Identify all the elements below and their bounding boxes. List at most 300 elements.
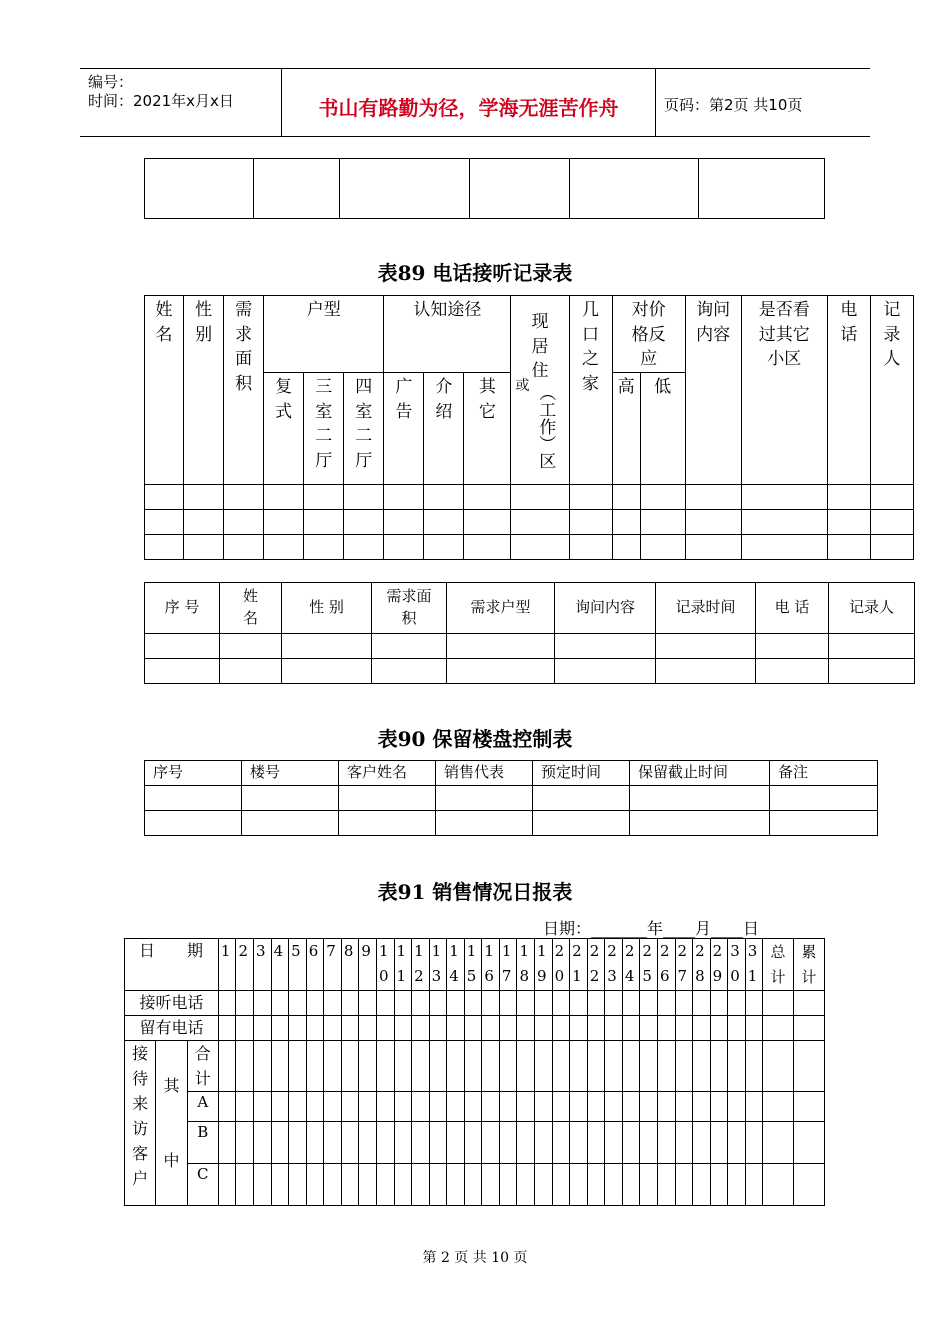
table-cell [324, 991, 342, 1016]
col-residence: 现居住 [531, 312, 549, 382]
table-cell [657, 1092, 675, 1122]
table-cell [447, 1092, 465, 1122]
table-cell [429, 1164, 447, 1206]
table-cell [517, 991, 535, 1016]
table-cell [675, 1164, 693, 1206]
kept-calls-label: 留有电话 [125, 1016, 219, 1041]
table-cell [535, 1016, 553, 1041]
table-cell [236, 1092, 254, 1122]
table-cell [376, 991, 394, 1016]
day-digit: 1 [484, 942, 494, 960]
day-header [587, 939, 605, 991]
col-high: 高 [612, 372, 640, 484]
day-digit: 1 [378, 942, 389, 960]
table-cell [289, 1016, 307, 1041]
table-cell [675, 1092, 693, 1122]
table-cell [587, 1041, 605, 1092]
col-header: 销售代表 [436, 761, 533, 786]
day-digit: 4 [273, 942, 284, 960]
table-cell [254, 1122, 272, 1164]
table90-title: 表90 保留楼盘控制表 [377, 727, 573, 751]
day-header [710, 939, 728, 991]
table-cell [535, 991, 553, 1016]
table-cell [517, 1041, 535, 1092]
table-cell [359, 1164, 377, 1206]
table-cell [394, 991, 412, 1016]
day-digit: 1 [220, 942, 231, 960]
table-cell [710, 1122, 728, 1164]
table-cell [693, 1041, 711, 1092]
table-cell [412, 1041, 430, 1092]
table-cell [517, 1092, 535, 1122]
day-digit: 5 [642, 967, 652, 985]
table-cell [657, 1122, 675, 1164]
table89b [144, 582, 915, 684]
day-digit: 3 [607, 967, 617, 985]
table-cell [728, 1164, 746, 1206]
table-cell [622, 1041, 640, 1092]
day-digit: 9 [361, 942, 371, 960]
table-cell [675, 1122, 693, 1164]
day-header [728, 939, 746, 991]
col-header: 询问内容 [555, 583, 656, 634]
table-cell [657, 1041, 675, 1092]
table-cell [605, 1164, 623, 1206]
table-cell [622, 1016, 640, 1041]
table-cell [482, 1092, 500, 1122]
table-cell [535, 1092, 553, 1122]
table-cell [429, 1092, 447, 1122]
table-cell [376, 1041, 394, 1092]
table-cell [341, 1164, 359, 1206]
table-cell [218, 1122, 236, 1164]
table-cell [324, 1041, 342, 1092]
col-residence-work: （工作）区 [535, 383, 556, 469]
table-cell [587, 1092, 605, 1122]
day-header [359, 939, 377, 991]
table-cell [745, 1016, 763, 1041]
col-name: 姓名 [155, 300, 173, 345]
table-cell [675, 1016, 693, 1041]
col-other: 其它 [478, 376, 496, 422]
table-cell [341, 1122, 359, 1164]
table-cell [394, 1164, 412, 1206]
day-header [535, 939, 553, 991]
among-char: 其 [163, 1076, 180, 1095]
col-inquiry: 询问内容 [696, 300, 731, 345]
day-digit: 7 [326, 942, 336, 960]
col-header: 备注 [770, 761, 878, 786]
day-digit [238, 964, 253, 989]
table-cell [710, 1164, 728, 1206]
table-cell [535, 1041, 553, 1092]
day-digit: 1 [466, 942, 477, 960]
day-digit: 2 [642, 942, 652, 960]
table-cell [324, 1164, 342, 1206]
table-cell [763, 1016, 793, 1041]
col-gender: 性别 [195, 300, 213, 345]
day-digit: 1 [519, 942, 530, 960]
table-cell [728, 1122, 746, 1164]
table-cell [657, 1016, 675, 1041]
table-cell [254, 1041, 272, 1092]
col-header: 记录时间 [656, 583, 756, 634]
day-digit: 1 [396, 942, 407, 960]
table-cell [587, 991, 605, 1016]
page-indicator: 页码：第2页 共10页 [664, 96, 803, 114]
day-header [622, 939, 640, 991]
day-digit: 4 [449, 967, 459, 985]
table-cell [728, 1092, 746, 1122]
table-cell [699, 159, 825, 219]
day-digit: 2 [695, 942, 705, 960]
table-cell [482, 1041, 500, 1092]
table-cell [605, 991, 623, 1016]
table-cell [271, 1164, 289, 1206]
col-family: 几口之家 [582, 300, 600, 394]
table-cell [763, 1122, 793, 1164]
day-digit: 2 [589, 942, 600, 960]
table-cell [447, 1122, 465, 1164]
col-duplex: 复式 [275, 376, 293, 422]
table-cell [552, 1164, 570, 1206]
category-c-label: C [187, 1164, 218, 1206]
day-header [499, 939, 517, 991]
col-ad: 广告 [395, 376, 413, 422]
table-row [145, 634, 915, 659]
table90 [144, 760, 878, 836]
table-cell [763, 1164, 793, 1206]
col-header: 需求面积 [386, 587, 432, 627]
table-cell [745, 1041, 763, 1092]
col-header: 序号 [145, 761, 242, 786]
day-digit: 3 [256, 942, 266, 960]
table-cell [552, 1092, 570, 1122]
subtotal-label [187, 1041, 218, 1092]
total-label: 总计 [770, 942, 786, 986]
col-recorder: 记录人 [883, 300, 901, 370]
among-spacer [156, 1098, 186, 1148]
table-cell [464, 1122, 482, 1164]
day-digit: 1 [396, 967, 407, 985]
table-cell [605, 1016, 623, 1041]
day-header [289, 939, 307, 991]
table-cell [622, 1092, 640, 1122]
table-cell [429, 1122, 447, 1164]
day-header [482, 939, 500, 991]
table-cell [622, 991, 640, 1016]
table-cell [763, 1092, 793, 1122]
table-cell [429, 1041, 447, 1092]
table-cell [324, 1092, 342, 1122]
table-cell [376, 1092, 394, 1122]
table-cell [289, 1041, 307, 1092]
table-cell [218, 1092, 236, 1122]
table-cell [394, 1041, 412, 1092]
table-cell [482, 1016, 500, 1041]
col-header: 需求户型 [447, 583, 555, 634]
table-cell [359, 1016, 377, 1041]
day-digit [326, 964, 341, 989]
table-cell [793, 1041, 824, 1092]
table-cell [693, 1016, 711, 1041]
table-cell [236, 991, 254, 1016]
table-cell [552, 991, 570, 1016]
table-row [145, 659, 915, 684]
day-digit: 2 [414, 967, 424, 985]
table-cell [793, 991, 824, 1016]
col-phone: 电话 [840, 300, 858, 345]
table-cell [570, 1041, 588, 1092]
table-cell [359, 1092, 377, 1122]
table-row [145, 484, 914, 509]
day-digit: 3 [431, 967, 442, 985]
table-cell [271, 1041, 289, 1092]
day-digit: 6 [659, 967, 670, 985]
day-header [552, 939, 570, 991]
table-cell [254, 1016, 272, 1041]
day-digit: 8 [695, 967, 705, 985]
day-header [570, 939, 588, 991]
table91 [124, 938, 825, 1206]
table-cell [482, 991, 500, 1016]
day-header [429, 939, 447, 991]
day-header [657, 939, 675, 991]
table-cell [570, 991, 588, 1016]
day-digit [361, 964, 376, 989]
cumulative-label: 累计 [801, 942, 817, 986]
table-cell [605, 1041, 623, 1092]
day-header [271, 939, 289, 991]
table-cell [793, 1016, 824, 1041]
day-digit [274, 964, 289, 989]
table-cell [763, 1041, 793, 1092]
table-cell [236, 1122, 254, 1164]
day-digit: 1 [449, 942, 459, 960]
table-cell [552, 1122, 570, 1164]
day-digit: 1 [747, 967, 758, 985]
table-cell [394, 1122, 412, 1164]
continued-table [144, 158, 825, 219]
table-cell [570, 159, 699, 219]
table-cell [464, 991, 482, 1016]
table-cell [218, 991, 236, 1016]
table-cell [499, 1016, 517, 1041]
table-cell [289, 1164, 307, 1206]
table-cell [657, 1164, 675, 1206]
table-cell [470, 159, 570, 219]
table-cell [394, 1092, 412, 1122]
day-header [254, 939, 272, 991]
col-channel: 认知途径 [384, 296, 511, 373]
among-char: 中 [163, 1151, 180, 1170]
table-cell [429, 1016, 447, 1041]
table-cell [570, 1164, 588, 1206]
header-top-rule [80, 68, 870, 69]
table-cell [341, 1016, 359, 1041]
table-cell [693, 1122, 711, 1164]
table-cell [306, 991, 324, 1016]
table-cell [341, 991, 359, 1016]
visitors-label [125, 1041, 156, 1206]
table-cell [271, 1016, 289, 1041]
table-cell [236, 1016, 254, 1041]
table-cell [341, 1092, 359, 1122]
table-cell [218, 1164, 236, 1206]
day-digit: 5 [466, 967, 477, 985]
table-cell [710, 1041, 728, 1092]
table-cell [254, 159, 340, 219]
category-a-label: A [187, 1092, 218, 1122]
table-cell [464, 1016, 482, 1041]
day-digit: 6 [308, 942, 319, 960]
table-row [145, 534, 914, 559]
col-header: 预定时间 [533, 761, 630, 786]
day-digit: 3 [730, 942, 740, 960]
day-digit: 0 [730, 967, 740, 985]
table-cell [289, 1092, 307, 1122]
table-cell [464, 1164, 482, 1206]
table-cell [447, 1164, 465, 1206]
table-cell [728, 1016, 746, 1041]
col-header: 序 号 [145, 583, 220, 634]
table-cell [499, 1092, 517, 1122]
table-cell [464, 1092, 482, 1122]
table-cell [587, 1122, 605, 1164]
table-cell [657, 991, 675, 1016]
day-digit: 2 [572, 942, 582, 960]
date-column-header: 日 期 [125, 939, 219, 991]
table-cell [499, 1041, 517, 1092]
table-cell [412, 991, 430, 1016]
table-cell [640, 1092, 658, 1122]
table-cell [675, 991, 693, 1016]
day-header [236, 939, 254, 991]
table-cell [412, 1122, 430, 1164]
day-header [745, 939, 763, 991]
col-price: 对价格反应 [631, 300, 666, 370]
col-type: 户型 [264, 296, 384, 373]
table-cell [693, 991, 711, 1016]
day-digit: 9 [712, 967, 723, 985]
table-cell [447, 991, 465, 1016]
table-cell [710, 1016, 728, 1041]
table-cell [429, 991, 447, 1016]
table-cell [745, 1092, 763, 1122]
table-cell [640, 1122, 658, 1164]
table-cell [570, 1016, 588, 1041]
table91-title: 表91 销售情况日报表 [377, 880, 573, 904]
table-cell [640, 1016, 658, 1041]
col-header: 记录人 [829, 583, 915, 634]
table-row [145, 786, 878, 811]
table-cell [640, 1041, 658, 1092]
table-cell [605, 1122, 623, 1164]
table-cell [499, 1122, 517, 1164]
day-digit: 2 [677, 942, 688, 960]
table-cell [793, 1164, 824, 1206]
col-header: 客户姓名 [339, 761, 436, 786]
day-digit: 5 [291, 942, 301, 960]
table-cell [745, 1122, 763, 1164]
day-header [412, 939, 430, 991]
table-cell [340, 159, 470, 219]
table-cell [728, 1041, 746, 1092]
table-cell [793, 1122, 824, 1164]
table-cell [359, 991, 377, 1016]
day-header [605, 939, 623, 991]
header-motto: 书山有路勤为径，学海无涯苦作舟 [318, 96, 619, 120]
day-digit [256, 964, 271, 989]
table-cell [535, 1164, 553, 1206]
day-header [640, 939, 658, 991]
table-cell [218, 1041, 236, 1092]
day-digit [291, 964, 306, 989]
table-cell [535, 1122, 553, 1164]
day-header [693, 939, 711, 991]
col-four-room: 四室二厅 [355, 376, 373, 471]
day-header [218, 939, 236, 991]
table-cell [376, 1016, 394, 1041]
col-header: 电 话 [756, 583, 829, 634]
col-residence-or: 或 [515, 378, 530, 394]
table-cell [693, 1164, 711, 1206]
among-label [156, 1041, 187, 1206]
col-area: 需求面积 [235, 300, 253, 394]
col-header: 保留截止时间 [630, 761, 770, 786]
day-digit: 0 [378, 967, 389, 985]
table-cell [145, 159, 254, 219]
table-cell [552, 1041, 570, 1092]
table-cell [464, 1041, 482, 1092]
day-header [517, 939, 535, 991]
table-cell [236, 1041, 254, 1092]
table-cell [499, 991, 517, 1016]
table-cell [793, 1092, 824, 1122]
header-bottom-rule [80, 136, 870, 137]
table-cell [482, 1164, 500, 1206]
day-header [464, 939, 482, 991]
day-digit: 8 [519, 967, 530, 985]
day-digit: 4 [624, 967, 635, 985]
table-cell [359, 1041, 377, 1092]
day-header [306, 939, 324, 991]
table-cell [693, 1092, 711, 1122]
day-digit: 2 [659, 942, 670, 960]
day-digit: 3 [747, 942, 758, 960]
table-cell [517, 1016, 535, 1041]
table-cell [289, 1122, 307, 1164]
day-digit: 7 [501, 967, 512, 985]
table-cell [517, 1164, 535, 1206]
table-cell [271, 1092, 289, 1122]
day-digit: 2 [554, 942, 565, 960]
table-row [145, 509, 914, 534]
table-cell [710, 1092, 728, 1122]
day-digit: 1 [572, 967, 582, 985]
table-cell [622, 1122, 640, 1164]
day-digit: 1 [537, 942, 547, 960]
col-visited: 是否看过其它小区 [758, 300, 810, 370]
table-cell [254, 991, 272, 1016]
day-digit: 2 [624, 942, 635, 960]
day-digit: 7 [677, 967, 688, 985]
table-cell [763, 991, 793, 1016]
table89-title: 表89 电话接听记录表 [377, 261, 573, 285]
header-divider [655, 68, 656, 136]
day-digit [309, 964, 324, 989]
table-cell [254, 1092, 272, 1122]
